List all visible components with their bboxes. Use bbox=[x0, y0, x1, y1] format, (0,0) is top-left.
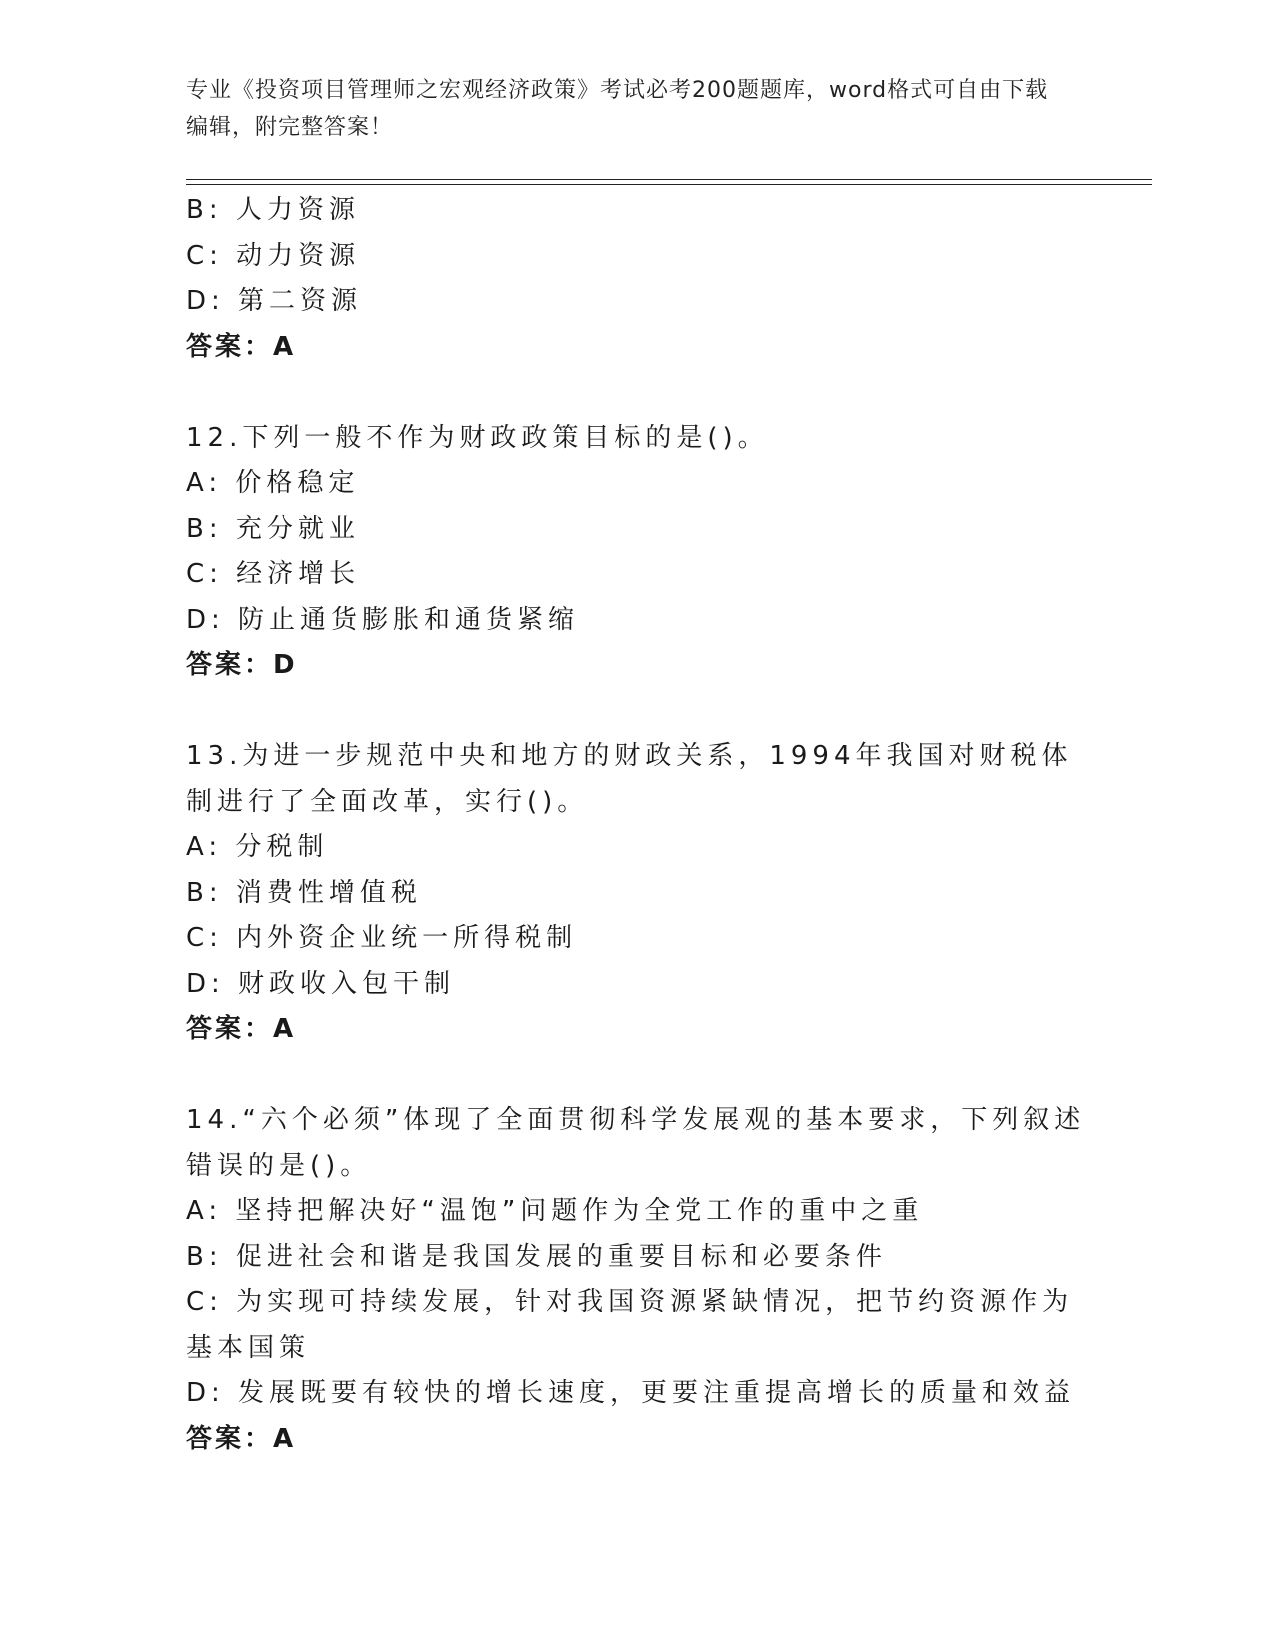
question-14 bbox=[186, 1098, 1086, 1462]
header-divider-top bbox=[186, 179, 1152, 180]
option-b: B: 人力资源 bbox=[186, 195, 360, 225]
option-d: D: 发展既要有较快的增长速度，更要注重提高增长的质量和效益 bbox=[186, 1378, 1076, 1408]
option-d: D: 第二资源 bbox=[186, 286, 363, 316]
question-13 bbox=[186, 734, 1086, 1053]
question-text: 14.“六个必须”体现了全面贯彻科学发展观的基本要求，下列叙述错误的是()。 bbox=[186, 1105, 1086, 1181]
option-a: A: 分税制 bbox=[186, 832, 329, 862]
question-12 bbox=[186, 416, 1086, 689]
question-text: 12.下列一般不作为财政政策目标的是()。 bbox=[186, 422, 769, 453]
option-c: C: 内外资企业统一所得税制 bbox=[186, 923, 578, 953]
option-d: D: 财政收入包干制 bbox=[186, 968, 456, 999]
option-a: A: 价格稳定 bbox=[186, 468, 360, 498]
option-b: B: 促进社会和谐是我国发展的重要目标和必要条件 bbox=[186, 1241, 887, 1272]
answer-line: 答案：D bbox=[186, 650, 298, 680]
option-b: B: 消费性增值税 bbox=[186, 877, 422, 908]
option-a: A: 坚持把解决好“温饱”问题作为全党工作的重中之重 bbox=[186, 1196, 924, 1226]
option-d: D: 防止通货膨胀和通货紧缩 bbox=[186, 604, 580, 635]
option-c: C: 动力资源 bbox=[186, 240, 361, 271]
question-list bbox=[186, 188, 1086, 1462]
header-divider-bottom bbox=[186, 184, 1152, 185]
prev-question-block bbox=[186, 188, 1086, 370]
answer-line: 答案：A bbox=[186, 1014, 297, 1044]
answer-line: 答案：A bbox=[186, 1423, 297, 1454]
option-c: C: 经济增长 bbox=[186, 559, 361, 589]
document-header: 专业《投资项目管理师之宏观经济政策》考试必考200题题库，word格式可自由下载编辑，附完整答案！ bbox=[186, 78, 1049, 140]
answer-line: 答案：A bbox=[186, 331, 297, 362]
option-b: B: 充分就业 bbox=[186, 513, 360, 544]
option-c: C: 为实现可持续发展，针对我国资源紧缺情况，把节约资源作为基本国策 bbox=[186, 1287, 1074, 1363]
question-text: 13.为进一步规范中央和地方的财政关系，1994年我国对财税体制进行了全面改革，实行()。 bbox=[186, 741, 1073, 817]
